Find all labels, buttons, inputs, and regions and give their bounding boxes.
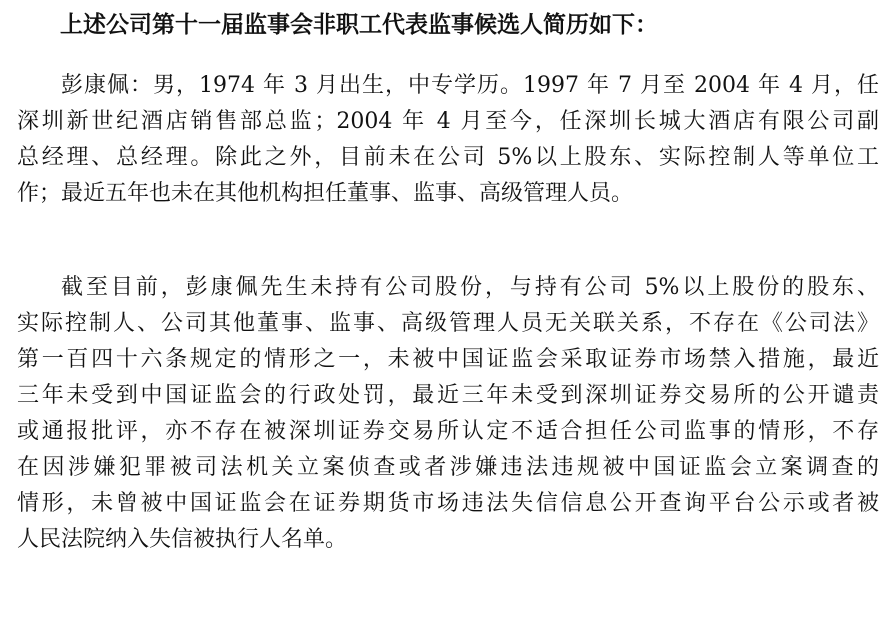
paragraph-line: 总经理、总经理。除此之外，目前未在公司 5%以上股东、实际控制人等单位工 <box>17 145 879 170</box>
paragraph-line: 人民法院纳入失信被执行人名单。 <box>17 527 348 552</box>
paragraph-line: 实际控制人、公司其他董事、监事、高级管理人员无关联关系，不存在《公司法》 <box>17 311 879 336</box>
paragraph-line: 彭康佩：男，1974 年 3 月出生，中专学历。1997 年 7 月至 2004 年 4 月，任 <box>61 73 879 98</box>
paragraph-line: 或通报批评，亦不存在被深圳证券交易所认定不适合担任公司监事的情形，不存 <box>17 419 879 444</box>
paragraph-line: 三年未受到中国证监会的行政处罚，最近三年未受到深圳证券交易所的公开谴责 <box>17 383 879 408</box>
paragraph-line: 深圳新世纪酒店销售部总监；2004 年 4 月至今，任深圳长城大酒店有限公司副 <box>17 109 879 134</box>
resume-paragraph <box>17 68 879 212</box>
paragraph-line: 情形，未曾被中国证监会在证券期货市场违法失信信息公开查询平台公示或者被 <box>17 491 879 516</box>
paragraph-line: 在因涉嫌犯罪被司法机关立案侦查或者涉嫌违法违规被中国证监会立案调查的 <box>17 455 879 480</box>
paragraph-line: 作；最近五年也未在其他机构担任董事、监事、高级管理人员。 <box>17 181 634 206</box>
paragraph-line: 第一百四十六条规定的情形之一，未被中国证监会采取证券市场禁入措施，最近 <box>17 347 879 372</box>
statement-paragraph <box>17 270 879 558</box>
section-heading: 上述公司第十一届监事会非职工代表监事候选人简历如下： <box>60 11 658 38</box>
paragraph-line: 截至目前，彭康佩先生未持有公司股份，与持有公司 5%以上股份的股东、 <box>61 275 879 300</box>
